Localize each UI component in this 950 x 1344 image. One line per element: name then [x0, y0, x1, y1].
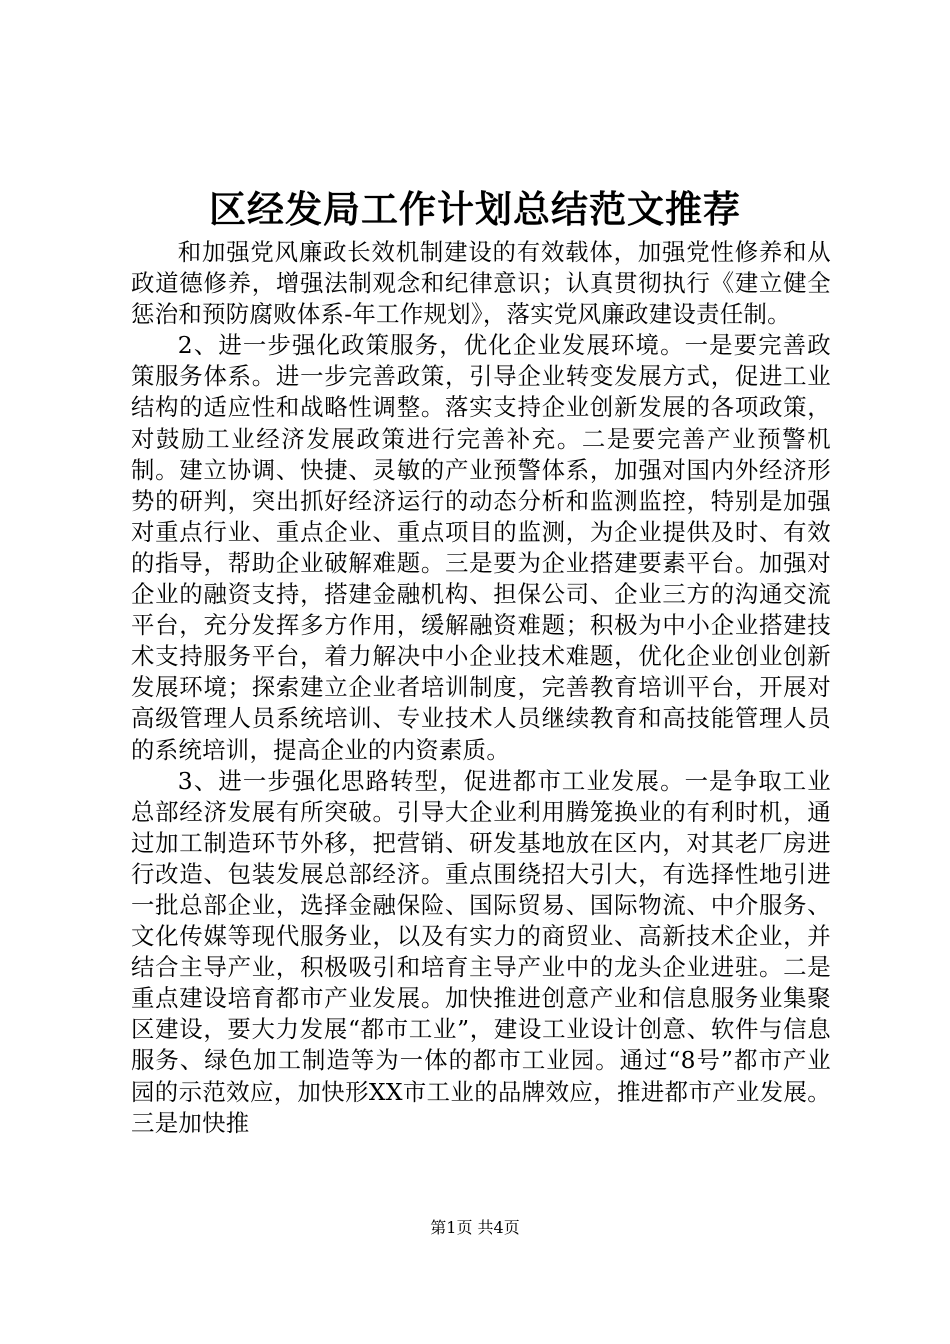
paragraph-3: 3、进一步强化思路转型，促进都市工业发展。一是争取工业总部经济发展有所突破。引导大企业利用腾笼换业的有利时机，通过加工制造环节外移，把营销、研发基地放在区内，对其老厂房进行改造、包装发展总部经济。重点围绕招大引大，有选择性地引进一批总部企业，选择金融保险、国际贸易、国际物流、中介服务、文化传媒等现代服务业，以及有实力的商贸业、高新技术企业，并结合主导产业，积极吸引和培育主导产业中的龙头企业进驻。二是重点建设培育都市产业发展。加快推进创意产业和信息服务业集聚区建设，要大力发展“都市工业”，建设工业设计创意、软件与信息服务、绿色加工制造等为一体的都市工业园。通过“8号”都市产业园的示范效应，加快形XX市工业的品牌效应，推进都市产业发展。三是加快推: [131, 766, 831, 1137]
page-footer: 第1页 共4页: [430, 1218, 520, 1237]
paragraph-1: 和加强党风廉政长效机制建设的有效载体，加强党性修养和从政道德修养，增强法制观念和纪律意识；认真贯彻执行《建立健全惩治和预防腐败体系-年工作规划》，落实党风廉政建设责任制。: [131, 238, 831, 329]
paragraph-2: 2、进一步强化政策服务，优化企业发展环境。一是要完善政策服务体系。进一步完善政策，引导企业转变发展方式，促进工业结构的适应性和战略性调整。落实支持企业创新发展的各项政策，对鼓励工业经济发展政策进行完善补充。二是要完善产业预警机制。建立协调、快捷、灵敏的产业预警体系，加强对国内外经济形势的研判，突出抓好经济运行的动态分析和监测监控，特别是加强对重点行业、重点企业、重点项目的监测，为企业提供及时、有效的指导，帮助企业破解难题。三是要为企业搭建要素平台。加强对企业的融资支持，搭建金融机构、担保公司、企业三方的沟通交流平台，充分发挥多方作用，缓解融资难题；积极为中小企业搭建技术支持服务平台，着力解决中小企业技术难题，优化企业创业创新发展环境；探索建立企业者培训制度，完善教育培训平台，开展对高级管理人员系统培训、专业技术人员继续教育和高技能管理人员的系统培训，提高企业的内资素质。: [131, 331, 831, 764]
document-body: [131, 237, 831, 1139]
document-title: 区经发局工作计划总结范文推荐: [209, 187, 741, 231]
